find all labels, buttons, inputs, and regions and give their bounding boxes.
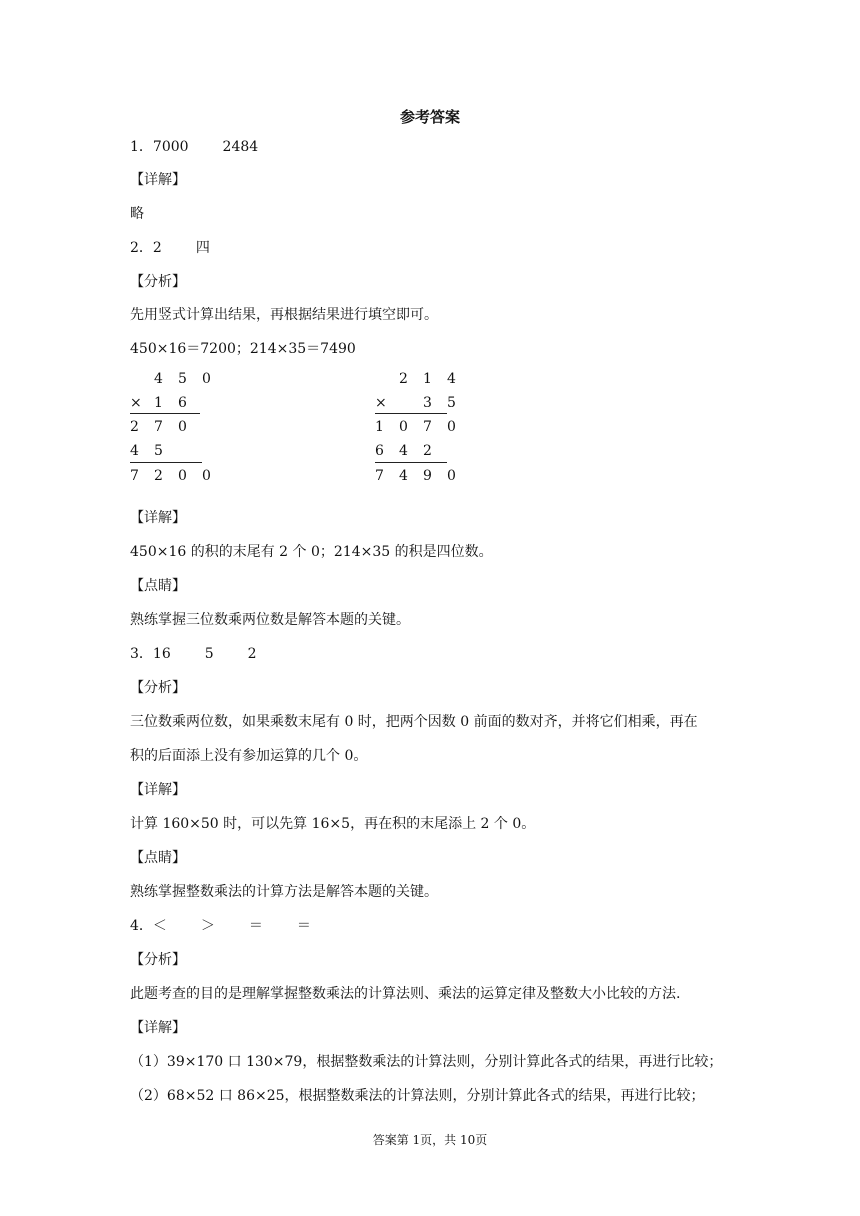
q4-analysis: 此题考查的目的是理解掌握整数乘法的计算法则、乘法的运算定律及整数大小比较的方法. — [130, 986, 681, 1002]
calc-digit: 6 — [375, 443, 384, 459]
q3-answer: 3．16 — [130, 646, 171, 662]
calc-digit: 4 — [154, 371, 163, 387]
calc1-row-5 — [130, 468, 226, 484]
calc2-rule-2 — [375, 462, 447, 463]
q2-detail-tag: 【详解】 — [130, 510, 186, 526]
q2-detail: 450×16 的积的末尾有 2 个 0；214×35 的积是四位数。 — [130, 544, 493, 560]
q3-answer-3: 2 — [247, 646, 257, 662]
calc-digit: 7 — [154, 419, 163, 435]
calc2-row-4 — [375, 443, 447, 459]
calc-digit: 2 — [423, 443, 432, 459]
q1-answer-2: 2484 — [222, 139, 259, 155]
q4-detail-1: （1）39×170 口 130×79，根据整数乘法的计算法则，分别计算此各式的结果，再进行比较； — [130, 1054, 723, 1070]
calc-digit: 4 — [130, 443, 139, 459]
calc1-row-2 — [130, 395, 202, 411]
calc-digit: 5 — [178, 371, 187, 387]
calc-digit: 1 — [375, 419, 384, 435]
q2-answer-2: 四 — [195, 240, 210, 256]
q3-analysis-line-2: 积的后面添上没有参加运算的几个 0。 — [130, 748, 368, 764]
calc-digit: 2 — [130, 419, 139, 435]
calc-digit: 0 — [178, 468, 187, 484]
calc-digit: 5 — [447, 395, 456, 411]
calc1-row-3 — [130, 419, 202, 435]
calc-digit: 0 — [178, 419, 187, 435]
q3-point-tag: 【点睛】 — [130, 850, 186, 866]
q4-answer: 4．＜ — [130, 918, 167, 934]
calc1-row-4 — [130, 443, 178, 459]
q3-answer-2: 5 — [204, 646, 214, 662]
calc-digit: 0 — [202, 371, 211, 387]
q4-answer-3: ＝ — [248, 918, 263, 934]
calc-digit: 0 — [447, 468, 456, 484]
calc2-row-2 — [375, 395, 471, 411]
q1-detail: 略 — [130, 206, 144, 222]
calc2-rule-1 — [375, 413, 447, 414]
calc2-row-3 — [375, 419, 471, 435]
q2-answer: 2．2 — [130, 240, 162, 256]
vertical-calc-214x35 — [375, 371, 495, 491]
calc-digit: 7 — [423, 419, 432, 435]
calc1-rule-2 — [130, 462, 202, 463]
q2-analysis-tag: 【分析】 — [130, 274, 186, 290]
calc-digit: 3 — [423, 395, 432, 411]
q2-point: 熟练掌握三位数乘两位数是解答本题的关键。 — [130, 612, 410, 628]
q3-point: 熟练掌握整数乘法的计算方法是解答本题的关键。 — [130, 884, 438, 900]
calc-digit: × — [130, 395, 142, 411]
q3-analysis-tag: 【分析】 — [130, 680, 186, 696]
q2-analysis: 先用竖式计算出结果，再根据结果进行填空即可。 — [130, 307, 438, 323]
calc2-row-1 — [399, 371, 471, 387]
calc-digit: 7 — [130, 468, 139, 484]
q3-answer-line — [130, 643, 257, 663]
q2-answer-line — [130, 237, 210, 257]
calc-digit: 7 — [375, 468, 384, 484]
calc-digit: 9 — [423, 468, 432, 484]
q4-detail-tag: 【详解】 — [130, 1020, 186, 1036]
q3-analysis-line-1: 三位数乘两位数，如果乘数末尾有 0 时，把两个因数 0 前面的数对齐，并将它们相乘，再在 — [130, 714, 698, 730]
q4-answer-4: ＝ — [296, 918, 311, 934]
calc-digit: 5 — [154, 443, 163, 459]
calc-digit: 1 — [423, 371, 432, 387]
q4-detail-2: （2）68×52 口 86×25，根据整数乘法的计算法则，分别计算此各式的结果，再进行比较； — [130, 1088, 705, 1104]
calc-digit: 1 — [154, 395, 163, 411]
q4-answer-2: ＞ — [200, 918, 215, 934]
calc1-rule-1 — [130, 413, 200, 414]
calc-digit: 0 — [447, 419, 456, 435]
q3-detail-tag: 【详解】 — [130, 782, 186, 798]
calc-digit: 0 — [202, 468, 211, 484]
calc1-row-1 — [154, 371, 226, 387]
calc-digit: 6 — [178, 395, 187, 411]
q1-detail-tag: 【详解】 — [130, 172, 186, 188]
calc-digit: 0 — [399, 419, 408, 435]
page-title: 参考答案 — [399, 108, 460, 126]
q4-answer-line — [130, 915, 311, 935]
calc-digit: 4 — [399, 443, 408, 459]
q4-analysis-tag: 【分析】 — [130, 952, 186, 968]
calc-digit: × — [375, 395, 387, 411]
q2-equation: 450×16＝7200；214×35＝7490 — [130, 341, 356, 357]
page-footer: 答案第 1页，共 10页 — [372, 1133, 488, 1147]
calc-digit: 4 — [447, 371, 456, 387]
q2-point-tag: 【点睛】 — [130, 578, 186, 594]
calc-digit: 4 — [399, 468, 408, 484]
calc2-row-5 — [375, 468, 471, 484]
q1-answer: 1．7000 — [130, 139, 189, 155]
calc-digit: 2 — [154, 468, 163, 484]
vertical-calc-450x16 — [130, 371, 250, 491]
q1-answer-line — [130, 136, 258, 156]
calc-digit: 2 — [399, 371, 408, 387]
q3-detail: 计算 160×50 时，可以先算 16×5，再在积的末尾添上 2 个 0。 — [130, 816, 536, 832]
